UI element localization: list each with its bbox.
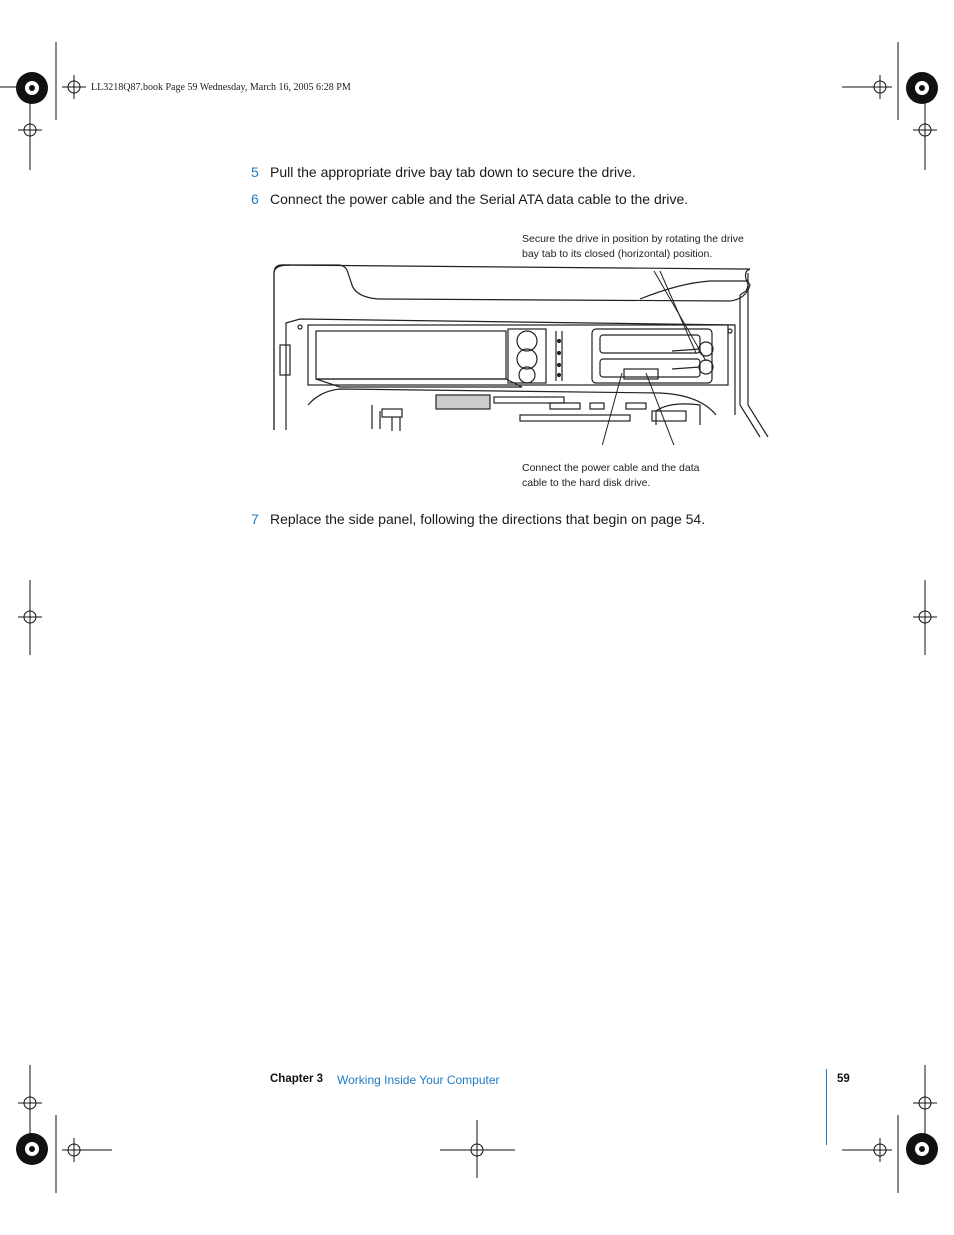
step-5 [251,164,636,180]
callout-line: bay tab to its closed (horizontal) position. [522,248,713,260]
registration-target-bottom-left [16,1133,48,1165]
callout-line: Secure the drive in position by rotating the drive [522,233,744,245]
registration-target-bottom-right [906,1133,938,1165]
callout-line: cable to the hard disk drive. [522,477,651,489]
callout-line: Connect the power cable and the data [522,462,700,474]
print-slug-line: LL3218Q87.book Page 59 Wednesday, March 16, 2005 6:28 PM [91,82,351,93]
drive-bay-illustration [260,255,780,445]
step-number: 7 [251,511,259,527]
footer-chapter-title: Working Inside Your Computer [337,1073,500,1087]
footer-chapter-label: Chapter 3 [270,1073,324,1085]
step-text: Replace the side panel, following the directions that begin on page 54. [270,511,706,527]
step-text: Pull the appropriate drive bay tab down to secure the drive. [270,164,636,180]
registration-target-top-left [16,72,48,104]
step-text: Connect the power cable and the Serial ATA data cable to the drive. [270,191,689,207]
step-7 [251,511,705,527]
step-6 [251,191,688,207]
callout-drive-bay-tab [522,232,762,262]
step-number: 5 [251,164,259,180]
callout-power-data-cable [522,461,762,491]
step-number: 6 [251,191,259,207]
registration-target-top-right [906,72,938,104]
footer-divider [826,1069,827,1145]
page-number: 59 [837,1073,850,1085]
leader-line-bottom-b [646,373,680,445]
